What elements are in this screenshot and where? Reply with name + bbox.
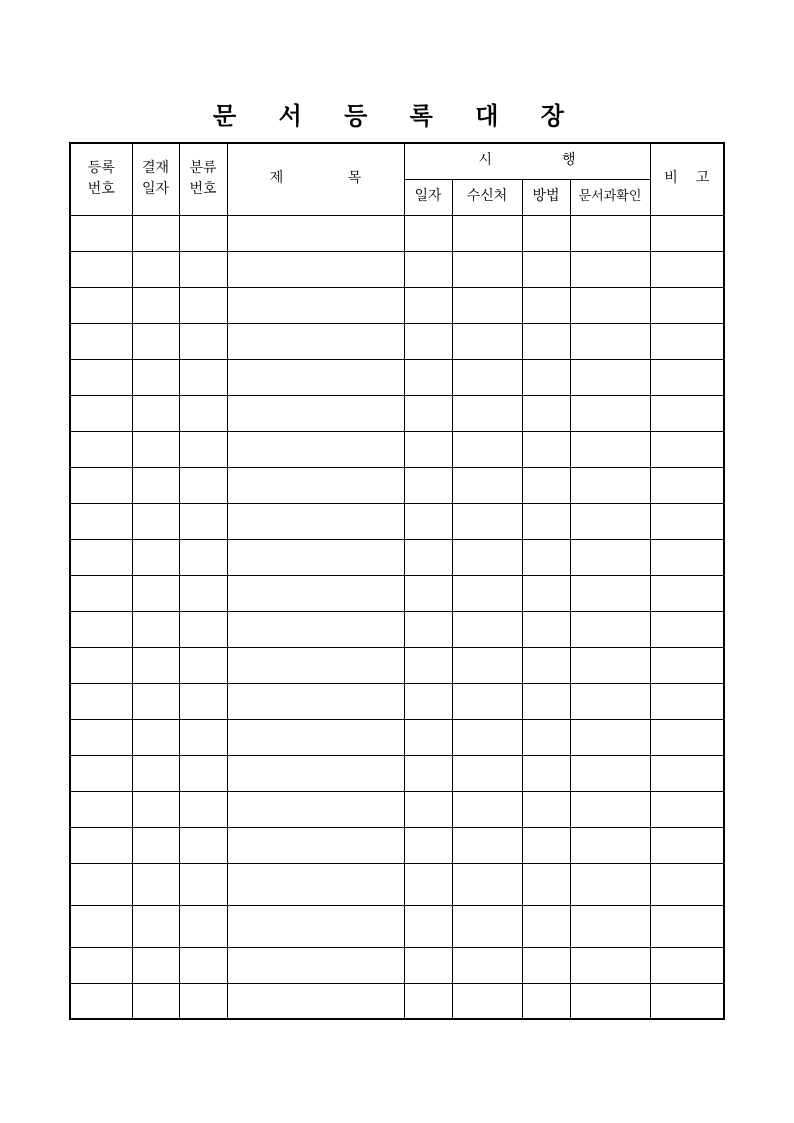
cell-doc-confirm[interactable] [570,863,650,905]
table-row [70,719,724,755]
cell-reg-no[interactable] [70,215,132,251]
cell-doc-confirm[interactable] [570,983,650,1019]
cell-doc-confirm[interactable] [570,431,650,467]
cell-recipient[interactable] [452,827,522,863]
cell-doc-confirm[interactable] [570,395,650,431]
cell-method[interactable] [522,647,570,683]
cell-enf-date[interactable] [404,863,452,905]
cell-subject[interactable] [227,947,404,983]
cell-method[interactable] [522,395,570,431]
cell-class-no[interactable] [179,539,227,575]
cell-class-no[interactable] [179,983,227,1019]
cell-method[interactable] [522,359,570,395]
register-rows [70,215,724,1019]
cell-approval-date[interactable] [132,611,179,647]
table-row [70,431,724,467]
cell-remarks[interactable] [650,719,724,755]
cell-approval-date[interactable] [132,905,179,947]
table-row [70,359,724,395]
cell-remarks[interactable] [650,215,724,251]
cell-approval-date[interactable] [132,539,179,575]
cell-enf-date[interactable] [404,215,452,251]
cell-doc-confirm[interactable] [570,791,650,827]
cell-remarks[interactable] [650,611,724,647]
cell-remarks[interactable] [650,905,724,947]
cell-enf-date[interactable] [404,359,452,395]
cell-approval-date[interactable] [132,947,179,983]
cell-class-no[interactable] [179,467,227,503]
cell-subject[interactable] [227,755,404,791]
cell-recipient[interactable] [452,905,522,947]
cell-enf-date[interactable] [404,467,452,503]
table-row [70,983,724,1019]
cell-doc-confirm[interactable] [570,467,650,503]
header-enforcement: 시 행 [404,143,650,179]
table-row [70,755,724,791]
cell-approval-date[interactable] [132,647,179,683]
table-row [70,395,724,431]
cell-approval-date[interactable] [132,863,179,905]
cell-remarks[interactable] [650,431,724,467]
table-row [70,323,724,359]
header-doc-confirm: 문서과확인 [570,179,650,215]
cell-subject[interactable] [227,287,404,323]
cell-reg-no[interactable] [70,827,132,863]
cell-reg-no[interactable] [70,503,132,539]
cell-class-no[interactable] [179,287,227,323]
cell-approval-date[interactable] [132,827,179,863]
table-row [70,251,724,287]
cell-remarks[interactable] [650,359,724,395]
cell-recipient[interactable] [452,755,522,791]
table-row [70,503,724,539]
cell-reg-no[interactable] [70,395,132,431]
cell-method[interactable] [522,323,570,359]
cell-recipient[interactable] [452,719,522,755]
cell-reg-no[interactable] [70,287,132,323]
cell-recipient[interactable] [452,323,522,359]
cell-class-no[interactable] [179,359,227,395]
cell-class-no[interactable] [179,827,227,863]
cell-remarks[interactable] [650,791,724,827]
table-row [70,215,724,251]
cell-method[interactable] [522,215,570,251]
cell-remarks[interactable] [650,947,724,983]
cell-class-no[interactable] [179,755,227,791]
cell-subject[interactable] [227,323,404,359]
cell-subject[interactable] [227,827,404,863]
cell-reg-no[interactable] [70,863,132,905]
cell-reg-no[interactable] [70,719,132,755]
cell-approval-date[interactable] [132,467,179,503]
document-register-table [69,142,725,1020]
cell-remarks[interactable] [650,683,724,719]
cell-subject[interactable] [227,863,404,905]
cell-doc-confirm[interactable] [570,323,650,359]
header-method: 방법 [522,179,570,215]
cell-reg-no[interactable] [70,683,132,719]
cell-subject[interactable] [227,431,404,467]
cell-subject[interactable] [227,215,404,251]
cell-subject[interactable] [227,611,404,647]
cell-method[interactable] [522,539,570,575]
cell-enf-date[interactable] [404,539,452,575]
cell-class-no[interactable] [179,323,227,359]
cell-class-no[interactable] [179,503,227,539]
cell-doc-confirm[interactable] [570,827,650,863]
cell-enf-date[interactable] [404,647,452,683]
cell-reg-no[interactable] [70,575,132,611]
cell-enf-date[interactable] [404,755,452,791]
cell-remarks[interactable] [650,287,724,323]
cell-subject[interactable] [227,359,404,395]
cell-method[interactable] [522,503,570,539]
cell-method[interactable] [522,683,570,719]
cell-reg-no[interactable] [70,791,132,827]
cell-method[interactable] [522,827,570,863]
table-row [70,863,724,905]
cell-enf-date[interactable] [404,791,452,827]
cell-remarks[interactable] [650,827,724,863]
cell-method[interactable] [522,719,570,755]
cell-doc-confirm[interactable] [570,539,650,575]
cell-reg-no[interactable] [70,647,132,683]
cell-doc-confirm[interactable] [570,251,650,287]
cell-method[interactable] [522,905,570,947]
table-row [70,467,724,503]
cell-class-no[interactable] [179,647,227,683]
cell-class-no[interactable] [179,251,227,287]
cell-remarks[interactable] [650,983,724,1019]
cell-reg-no[interactable] [70,983,132,1019]
cell-enf-date[interactable] [404,683,452,719]
cell-approval-date[interactable] [132,503,179,539]
cell-method[interactable] [522,947,570,983]
cell-approval-date[interactable] [132,323,179,359]
cell-reg-no[interactable] [70,251,132,287]
cell-class-no[interactable] [179,719,227,755]
cell-remarks[interactable] [650,539,724,575]
cell-remarks[interactable] [650,755,724,791]
cell-recipient[interactable] [452,683,522,719]
cell-subject[interactable] [227,251,404,287]
cell-reg-no[interactable] [70,359,132,395]
cell-remarks[interactable] [650,575,724,611]
cell-remarks[interactable] [650,467,724,503]
cell-recipient[interactable] [452,359,522,395]
page-title: 문 서 등 록 대 장 [213,101,581,130]
table-row [70,947,724,983]
cell-enf-date[interactable] [404,287,452,323]
cell-subject[interactable] [227,647,404,683]
cell-approval-date[interactable] [132,791,179,827]
cell-enf-date[interactable] [404,983,452,1019]
cell-doc-confirm[interactable] [570,359,650,395]
cell-class-no[interactable] [179,215,227,251]
cell-class-no[interactable] [179,575,227,611]
cell-recipient[interactable] [452,467,522,503]
cell-recipient[interactable] [452,863,522,905]
cell-method[interactable] [522,575,570,611]
cell-approval-date[interactable] [132,287,179,323]
cell-method[interactable] [522,467,570,503]
cell-doc-confirm[interactable] [570,215,650,251]
cell-class-no[interactable] [179,791,227,827]
cell-reg-no[interactable] [70,947,132,983]
cell-subject[interactable] [227,719,404,755]
cell-approval-date[interactable] [132,251,179,287]
cell-recipient[interactable] [452,539,522,575]
cell-recipient[interactable] [452,287,522,323]
cell-doc-confirm[interactable] [570,683,650,719]
cell-subject[interactable] [227,467,404,503]
cell-reg-no[interactable] [70,755,132,791]
cell-approval-date[interactable] [132,359,179,395]
cell-reg-no[interactable] [70,905,132,947]
cell-reg-no[interactable] [70,323,132,359]
cell-subject[interactable] [227,683,404,719]
cell-recipient[interactable] [452,647,522,683]
cell-approval-date[interactable] [132,719,179,755]
cell-recipient[interactable] [452,431,522,467]
cell-enf-date[interactable] [404,323,452,359]
cell-subject[interactable] [227,539,404,575]
cell-enf-date[interactable] [404,719,452,755]
cell-approval-date[interactable] [132,983,179,1019]
cell-approval-date[interactable] [132,395,179,431]
cell-enf-date[interactable] [404,611,452,647]
table-row [70,287,724,323]
cell-class-no[interactable] [179,683,227,719]
header-class-no: 분류 번호 [179,143,227,215]
table-row [70,827,724,863]
cell-doc-confirm[interactable] [570,947,650,983]
cell-method[interactable] [522,983,570,1019]
cell-class-no[interactable] [179,611,227,647]
cell-enf-date[interactable] [404,503,452,539]
cell-subject[interactable] [227,503,404,539]
table-row [70,647,724,683]
cell-recipient[interactable] [452,251,522,287]
cell-recipient[interactable] [452,215,522,251]
cell-doc-confirm[interactable] [570,611,650,647]
cell-remarks[interactable] [650,323,724,359]
header-approval-date: 결재 일자 [132,143,179,215]
table-row [70,905,724,947]
cell-doc-confirm[interactable] [570,647,650,683]
cell-recipient[interactable] [452,983,522,1019]
cell-doc-confirm[interactable] [570,905,650,947]
table-row [70,791,724,827]
cell-doc-confirm[interactable] [570,503,650,539]
header-remarks: 비 고 [650,143,724,215]
cell-reg-no[interactable] [70,611,132,647]
cell-enf-date[interactable] [404,431,452,467]
cell-class-no[interactable] [179,947,227,983]
cell-recipient[interactable] [452,947,522,983]
table-row [70,611,724,647]
cell-recipient[interactable] [452,395,522,431]
cell-enf-date[interactable] [404,251,452,287]
cell-remarks[interactable] [650,863,724,905]
cell-enf-date[interactable] [404,947,452,983]
cell-reg-no[interactable] [70,467,132,503]
cell-remarks[interactable] [650,395,724,431]
cell-enf-date[interactable] [404,575,452,611]
cell-subject[interactable] [227,395,404,431]
cell-doc-confirm[interactable] [570,719,650,755]
cell-reg-no[interactable] [70,539,132,575]
cell-remarks[interactable] [650,647,724,683]
cell-subject[interactable] [227,575,404,611]
cell-recipient[interactable] [452,791,522,827]
cell-method[interactable] [522,863,570,905]
header-subject: 제 목 [227,143,404,215]
cell-enf-date[interactable] [404,905,452,947]
cell-method[interactable] [522,287,570,323]
cell-class-no[interactable] [179,905,227,947]
cell-remarks[interactable] [650,251,724,287]
cell-method[interactable] [522,431,570,467]
cell-approval-date[interactable] [132,575,179,611]
cell-class-no[interactable] [179,431,227,467]
cell-reg-no[interactable] [70,431,132,467]
cell-method[interactable] [522,755,570,791]
cell-subject[interactable] [227,905,404,947]
cell-recipient[interactable] [452,575,522,611]
cell-method[interactable] [522,251,570,287]
cell-method[interactable] [522,791,570,827]
cell-doc-confirm[interactable] [570,575,650,611]
header-reg-no: 등록 번호 [70,143,132,215]
cell-recipient[interactable] [452,503,522,539]
cell-approval-date[interactable] [132,431,179,467]
header-recipient: 수신처 [452,179,522,215]
cell-enf-date[interactable] [404,395,452,431]
cell-approval-date[interactable] [132,683,179,719]
cell-doc-confirm[interactable] [570,755,650,791]
cell-doc-confirm[interactable] [570,287,650,323]
cell-method[interactable] [522,611,570,647]
table-row [70,575,724,611]
table-row [70,683,724,719]
cell-class-no[interactable] [179,863,227,905]
header-enf-date: 일자 [404,179,452,215]
cell-approval-date[interactable] [132,215,179,251]
cell-remarks[interactable] [650,503,724,539]
cell-class-no[interactable] [179,395,227,431]
table-row [70,539,724,575]
cell-subject[interactable] [227,791,404,827]
cell-enf-date[interactable] [404,827,452,863]
cell-approval-date[interactable] [132,755,179,791]
cell-recipient[interactable] [452,611,522,647]
cell-subject[interactable] [227,983,404,1019]
